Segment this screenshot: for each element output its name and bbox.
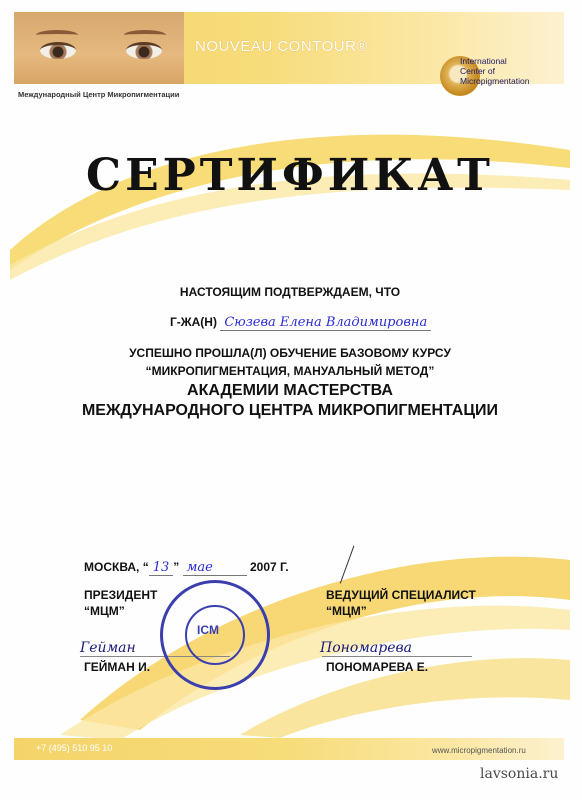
president-title-2: “МЦМ”: [84, 604, 125, 618]
date-suffix: Г.: [276, 560, 289, 574]
specialist-title-1: ВЕДУЩИЙ СПЕЦИАЛИСТ: [326, 588, 476, 602]
company-stamp: [160, 580, 270, 690]
specialist-signature: Пономарева: [320, 640, 412, 656]
footer-site: www.micropigmentation.ru: [432, 746, 526, 755]
specialist-name: ПОНОМАРЕВА Е.: [326, 660, 429, 674]
president-name: ГЕЙМАН И.: [84, 660, 151, 674]
icm-logo-line: Micropigmentation: [460, 76, 530, 86]
certificate-title: СЕРТИФИКАТ: [86, 150, 494, 201]
president-signature: Гейман: [80, 640, 136, 656]
footer-phone: +7 (495) 510 95 10: [36, 743, 113, 753]
president-title-1: ПРЕЗИДЕНТ: [84, 588, 158, 602]
course-line-1: УСПЕШНО ПРОШЛА(Л) ОБУЧЕНИЕ БАЗОВОМУ КУРСУ: [129, 346, 451, 360]
brand-title: NOUVEAU CONTOUR®: [195, 38, 368, 55]
date-year: 2007: [249, 560, 277, 574]
academy-line-2: МЕЖДУНАРОДНОГО ЦЕНТРА МИКРОПИГМЕНТАЦИИ: [81, 402, 499, 419]
icm-logo-line: International: [460, 56, 507, 66]
specialist-title-2: “МЦМ”: [326, 604, 367, 618]
date-day: 13: [149, 560, 174, 576]
name-line: [170, 315, 431, 331]
specialist-signature-line: [322, 656, 472, 657]
watermark: lavsonia.ru: [480, 766, 559, 782]
date-line: [84, 560, 289, 576]
academy-line-1: АКАДЕМИИ МАСТЕРСТВА: [187, 382, 393, 399]
name-prefix: Г-ЖА(Н): [170, 315, 217, 329]
date-prefix: МОСКВА, “: [84, 560, 149, 574]
brand-subtitle: Международный Центр Микропигментации: [18, 90, 180, 99]
date-quote: ”: [173, 560, 180, 574]
recipient-name: Сюзева Елена Владимировна: [220, 315, 431, 331]
course-line-2: “МИКРОПИГМЕНТАЦИЯ, МАНУАЛЬНЫЙ МЕТОД”: [145, 364, 435, 378]
icm-logo-line: Center of: [460, 66, 495, 76]
stamp-center-text: ICM: [197, 623, 219, 637]
date-month: мае: [183, 560, 247, 576]
confirm-line: НАСТОЯЩИМ ПОДТВЕРЖДАЕМ, ЧТО: [179, 285, 401, 299]
